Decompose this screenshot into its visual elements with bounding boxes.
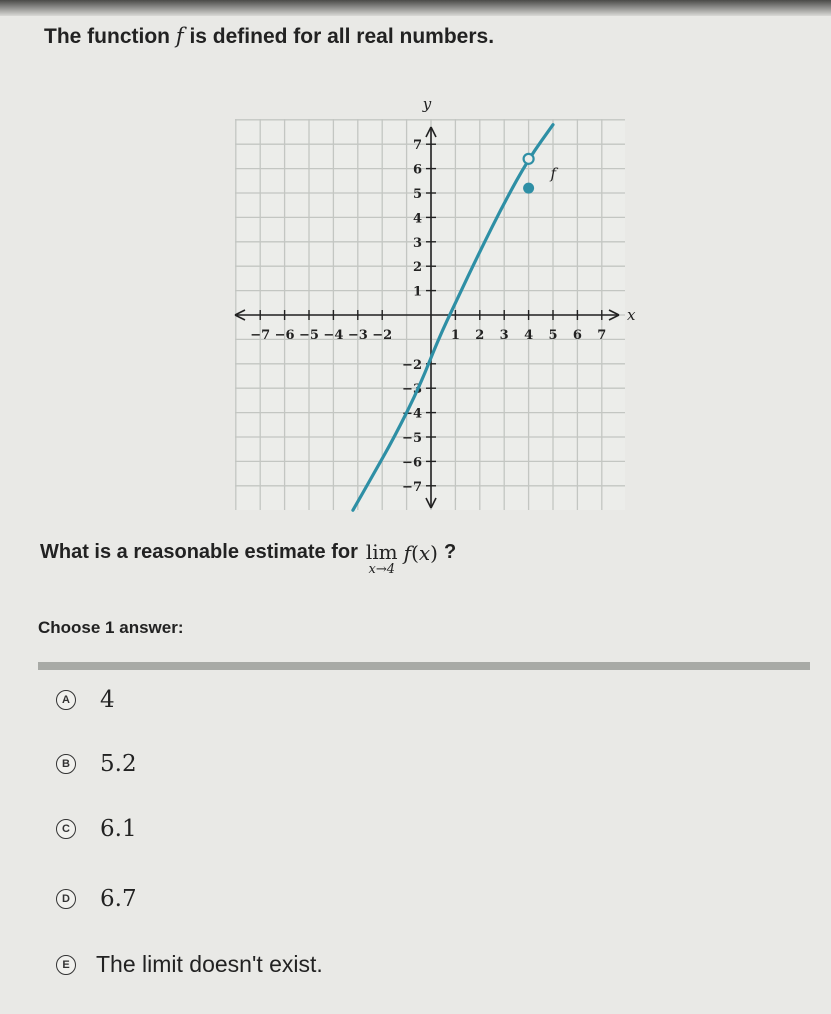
option-b[interactable]	[56, 751, 137, 777]
y-tick-label: 7	[412, 138, 422, 154]
series-label-f: f	[550, 164, 557, 183]
lim-function: f	[403, 541, 412, 565]
y-tick-label: 5	[412, 187, 422, 202]
x-tick-label: −7	[250, 328, 271, 343]
intro-text-after: is defined for all real numbers.	[183, 25, 495, 48]
option-d[interactable]	[56, 886, 137, 912]
y-tick-label: −3	[402, 382, 422, 398]
question-intro	[44, 24, 494, 49]
intro-function-var: f	[175, 24, 184, 48]
open-point	[524, 154, 534, 164]
x-tick-label: 6	[572, 328, 582, 343]
y-tick-label: −7	[402, 479, 422, 495]
closed-point	[523, 183, 534, 194]
option-b-text: 5.2	[100, 751, 137, 777]
question-prompt	[40, 541, 456, 577]
x-tick-label: −4	[323, 328, 344, 343]
window-top-edge	[0, 0, 831, 16]
limit-expression: f(x)	[403, 541, 438, 565]
x-tick-label: 4	[524, 328, 534, 343]
radio-e[interactable]: E	[56, 955, 76, 975]
x-tick-label: 1	[450, 328, 460, 343]
x-tick-label: −2	[372, 328, 393, 343]
lim-argument: x	[418, 541, 431, 565]
y-tick-label: −2	[402, 357, 422, 373]
lim-word: lim	[365, 540, 398, 564]
y-tick-label: 1	[412, 284, 422, 300]
x-tick-label: −5	[299, 328, 319, 343]
x-tick-label: 2	[475, 328, 485, 343]
y-tick-label: −4	[402, 406, 422, 422]
x-axis-label: x	[627, 306, 636, 324]
option-a[interactable]	[56, 687, 115, 713]
y-axis-label: y	[422, 95, 432, 113]
y-tick-label: 6	[412, 162, 422, 178]
option-c-text: 6.1	[100, 816, 137, 842]
option-e[interactable]	[56, 951, 323, 978]
intro-text-before: The function	[44, 25, 176, 48]
x-tick-label: −6	[274, 328, 295, 343]
divider	[38, 662, 810, 670]
option-d-text: 6.7	[100, 886, 137, 912]
question-mark: ?	[443, 541, 457, 563]
y-tick-label: 4	[412, 211, 422, 227]
function-graph	[210, 92, 636, 522]
y-tick-label: −6	[402, 455, 422, 471]
prompt-text: What is a reasonable estimate for	[40, 541, 358, 563]
x-tick-label: 3	[499, 328, 509, 343]
y-tick-label: 2	[412, 260, 422, 276]
radio-c[interactable]: C	[56, 819, 76, 839]
x-tick-label: −3	[347, 328, 368, 343]
radio-b[interactable]: B	[56, 754, 76, 774]
radio-a[interactable]: A	[56, 690, 76, 710]
x-tick-label: 5	[548, 328, 558, 343]
y-tick-label: 3	[412, 235, 422, 251]
option-a-text: 4	[100, 687, 115, 713]
option-e-text: The limit doesn't exist.	[96, 951, 323, 977]
choose-label: Choose 1 answer:	[38, 618, 184, 637]
radio-d[interactable]: D	[56, 889, 76, 909]
limit-notation	[366, 541, 398, 577]
lim-subscript: x→4	[368, 562, 396, 577]
x-tick-label: 7	[597, 328, 607, 343]
y-tick-label: −5	[402, 431, 422, 446]
option-c[interactable]	[56, 816, 137, 842]
